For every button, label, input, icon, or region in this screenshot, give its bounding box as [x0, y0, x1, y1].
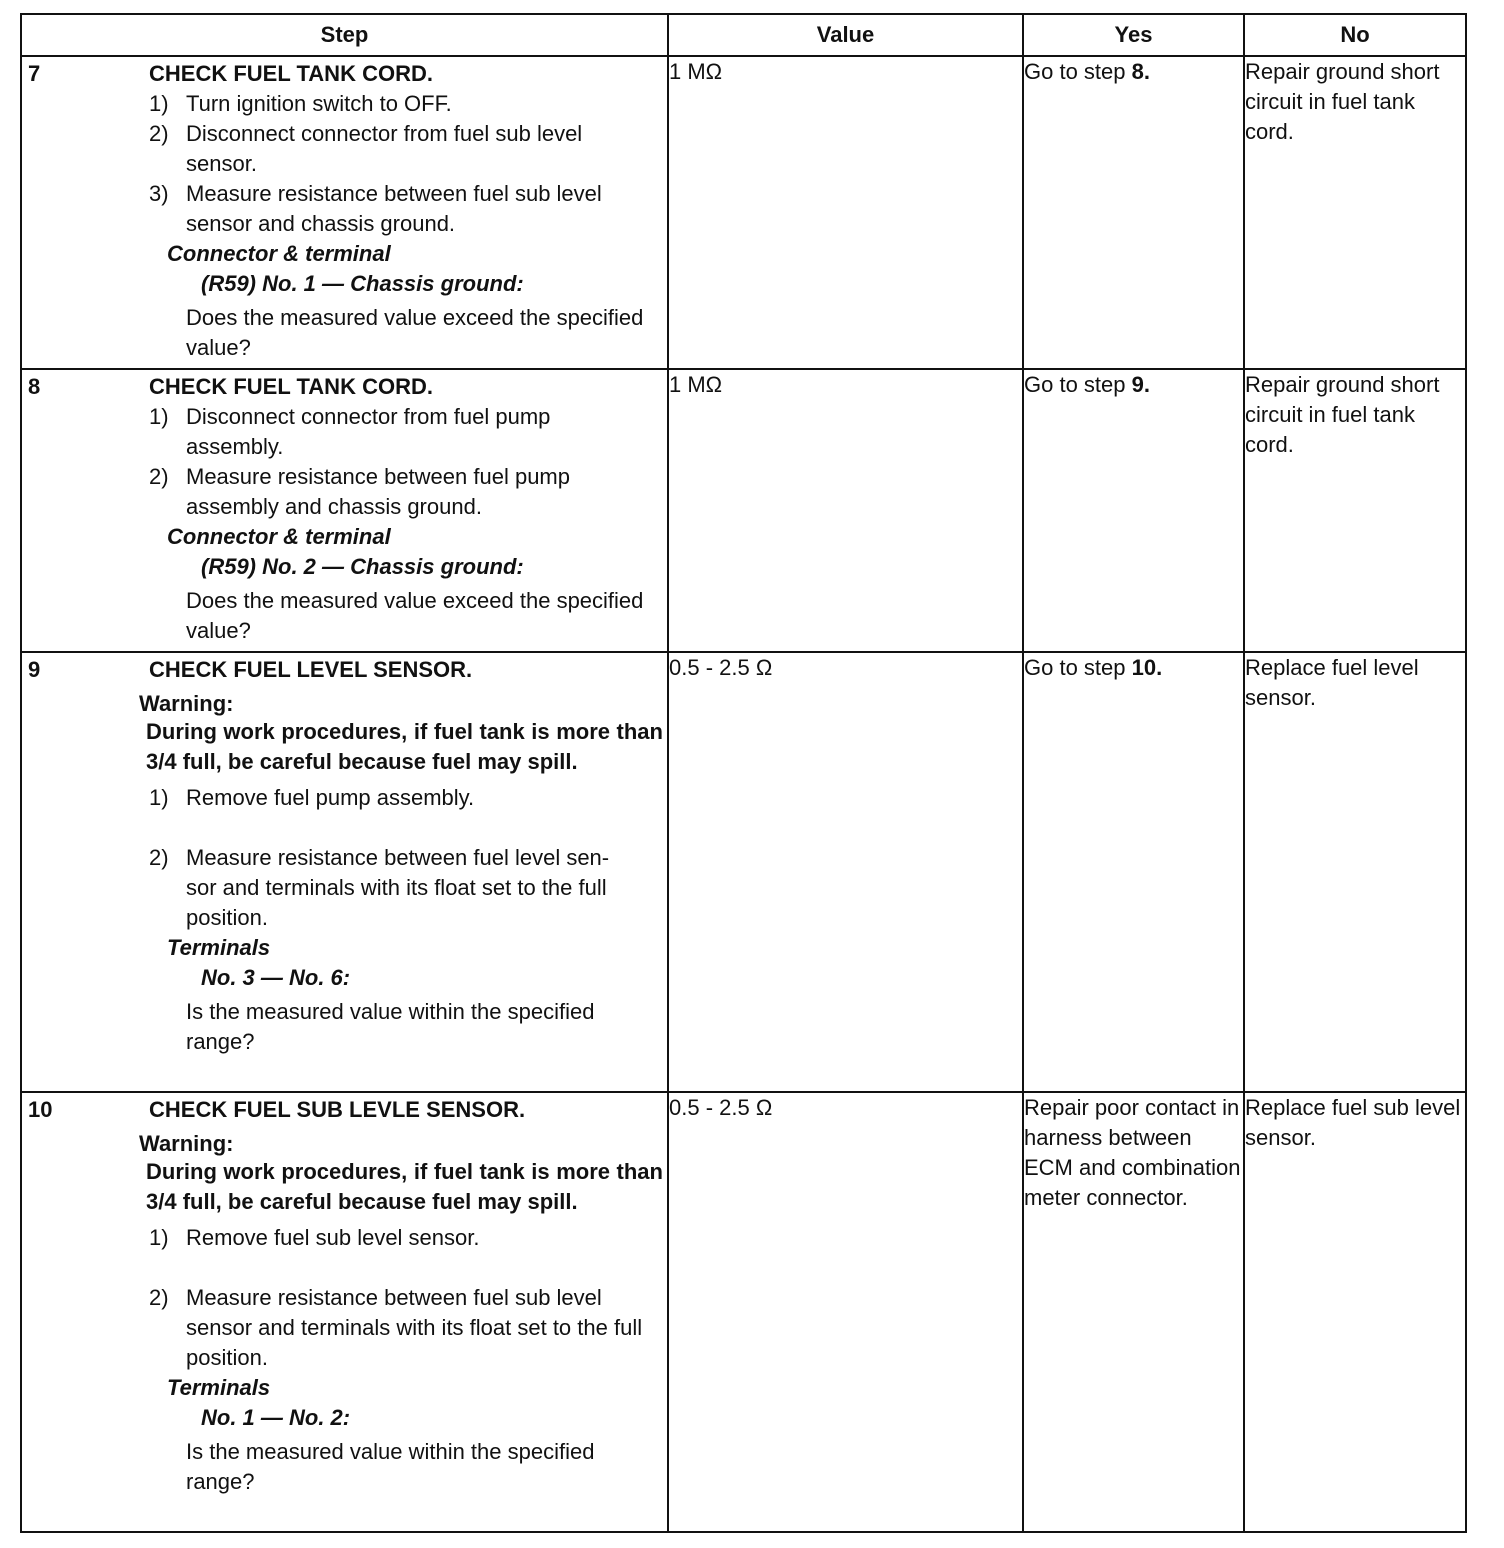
yes-cell: Repair poor contact in harness between ECM and combination meter connector. [1023, 1092, 1244, 1532]
no-cell: Replace fuel sub level sensor. [1244, 1092, 1466, 1532]
yes-cell: Go to step 9. [1023, 369, 1244, 652]
procedure-list [149, 783, 663, 933]
value-cell: 0.5 - 2.5 Ω [668, 652, 1023, 1092]
step-number: 10 [28, 1097, 53, 1122]
step-cell [21, 56, 668, 369]
procedure-list [149, 1223, 663, 1373]
list-item: 2) Measure resistance between fuel level sen- sor and terminals with its float set to the full position. [149, 845, 610, 930]
step-title: CHECK FUEL TANK CORD. [149, 374, 433, 399]
step-number: 8 [28, 374, 41, 399]
header-row [21, 14, 1466, 56]
list-item: 1) Remove fuel sub level sensor. [149, 1225, 480, 1250]
check-question: Does the measured value exceed the specified value? [186, 305, 644, 360]
yes-cell: Go to step 8. [1023, 56, 1244, 369]
no-cell: Repair ground short circuit in fuel tank cord. [1244, 369, 1466, 652]
table-row-step-9 [21, 652, 1466, 1092]
procedure-list [149, 402, 663, 522]
warning-label: Warning: [139, 691, 234, 716]
connector-terminal-label: Connector & terminal [167, 524, 391, 549]
step-title: CHECK FUEL LEVEL SENSOR. [149, 657, 473, 682]
value-cell: 1 MΩ [668, 56, 1023, 369]
check-question: Is the measured value within the specified range? [186, 1439, 595, 1494]
step-number: 7 [28, 61, 41, 86]
step-title: CHECK FUEL TANK CORD. [149, 61, 433, 86]
connector-terminal-value: (R59) No. 2 — Chassis ground: [201, 554, 524, 579]
table-row-step-10 [21, 1092, 1466, 1532]
list-item: 2) Measure resistance between fuel sub level sensor and terminals with its float set to the full position. [149, 1285, 643, 1370]
list-item: 1) Disconnect connector from fuel pump assembly. [149, 404, 551, 459]
warning-label: Warning: [139, 1131, 234, 1156]
connector-terminal-label: Connector & terminal [167, 241, 391, 266]
step-cell [21, 652, 668, 1092]
diagnostic-table [20, 13, 1467, 1533]
warning-text: During work procedures, if fuel tank is more than 3/4 full, be careful because fuel may spill. [146, 719, 663, 774]
terminals-label: Terminals [167, 1375, 271, 1400]
list-item: 1) Turn ignition switch to OFF. [149, 91, 452, 116]
step-cell [21, 369, 668, 652]
no-cell: Replace fuel level sensor. [1244, 652, 1466, 1092]
list-item: 2) Measure resistance between fuel pump assembly and chassis ground. [149, 464, 570, 519]
header-yes: Yes [1023, 14, 1244, 56]
list-item: 2) Disconnect connector from fuel sub level sensor. [149, 121, 583, 176]
step-title: CHECK FUEL SUB LEVLE SENSOR. [149, 1097, 526, 1122]
value-cell: 1 MΩ [668, 369, 1023, 652]
table-row-step-8 [21, 369, 1466, 652]
step-number: 9 [28, 657, 41, 682]
yes-cell: Go to step 10. [1023, 652, 1244, 1092]
value-cell: 0.5 - 2.5 Ω [668, 1092, 1023, 1532]
terminals-value: No. 3 — No. 6: [201, 965, 351, 990]
terminals-value: No. 1 — No. 2: [201, 1405, 351, 1430]
procedure-list [149, 89, 663, 239]
header-no: No [1244, 14, 1466, 56]
connector-terminal-value: (R59) No. 1 — Chassis ground: [201, 271, 524, 296]
list-item: 3) Measure resistance between fuel sub level sensor and chassis ground. [149, 181, 602, 236]
table-row-step-7 [21, 56, 1466, 369]
header-value: Value [668, 14, 1023, 56]
header-step: Step [21, 14, 668, 56]
list-item: 1) Remove fuel pump assembly. [149, 785, 475, 810]
check-question: Is the measured value within the specified range? [186, 999, 595, 1054]
no-cell: Repair ground short circuit in fuel tank cord. [1244, 56, 1466, 369]
warning-text: During work procedures, if fuel tank is more than 3/4 full, be careful because fuel may spill. [146, 1159, 663, 1214]
step-cell [21, 1092, 668, 1532]
terminals-label: Terminals [167, 935, 271, 960]
check-question: Does the measured value exceed the specified value? [186, 588, 644, 643]
